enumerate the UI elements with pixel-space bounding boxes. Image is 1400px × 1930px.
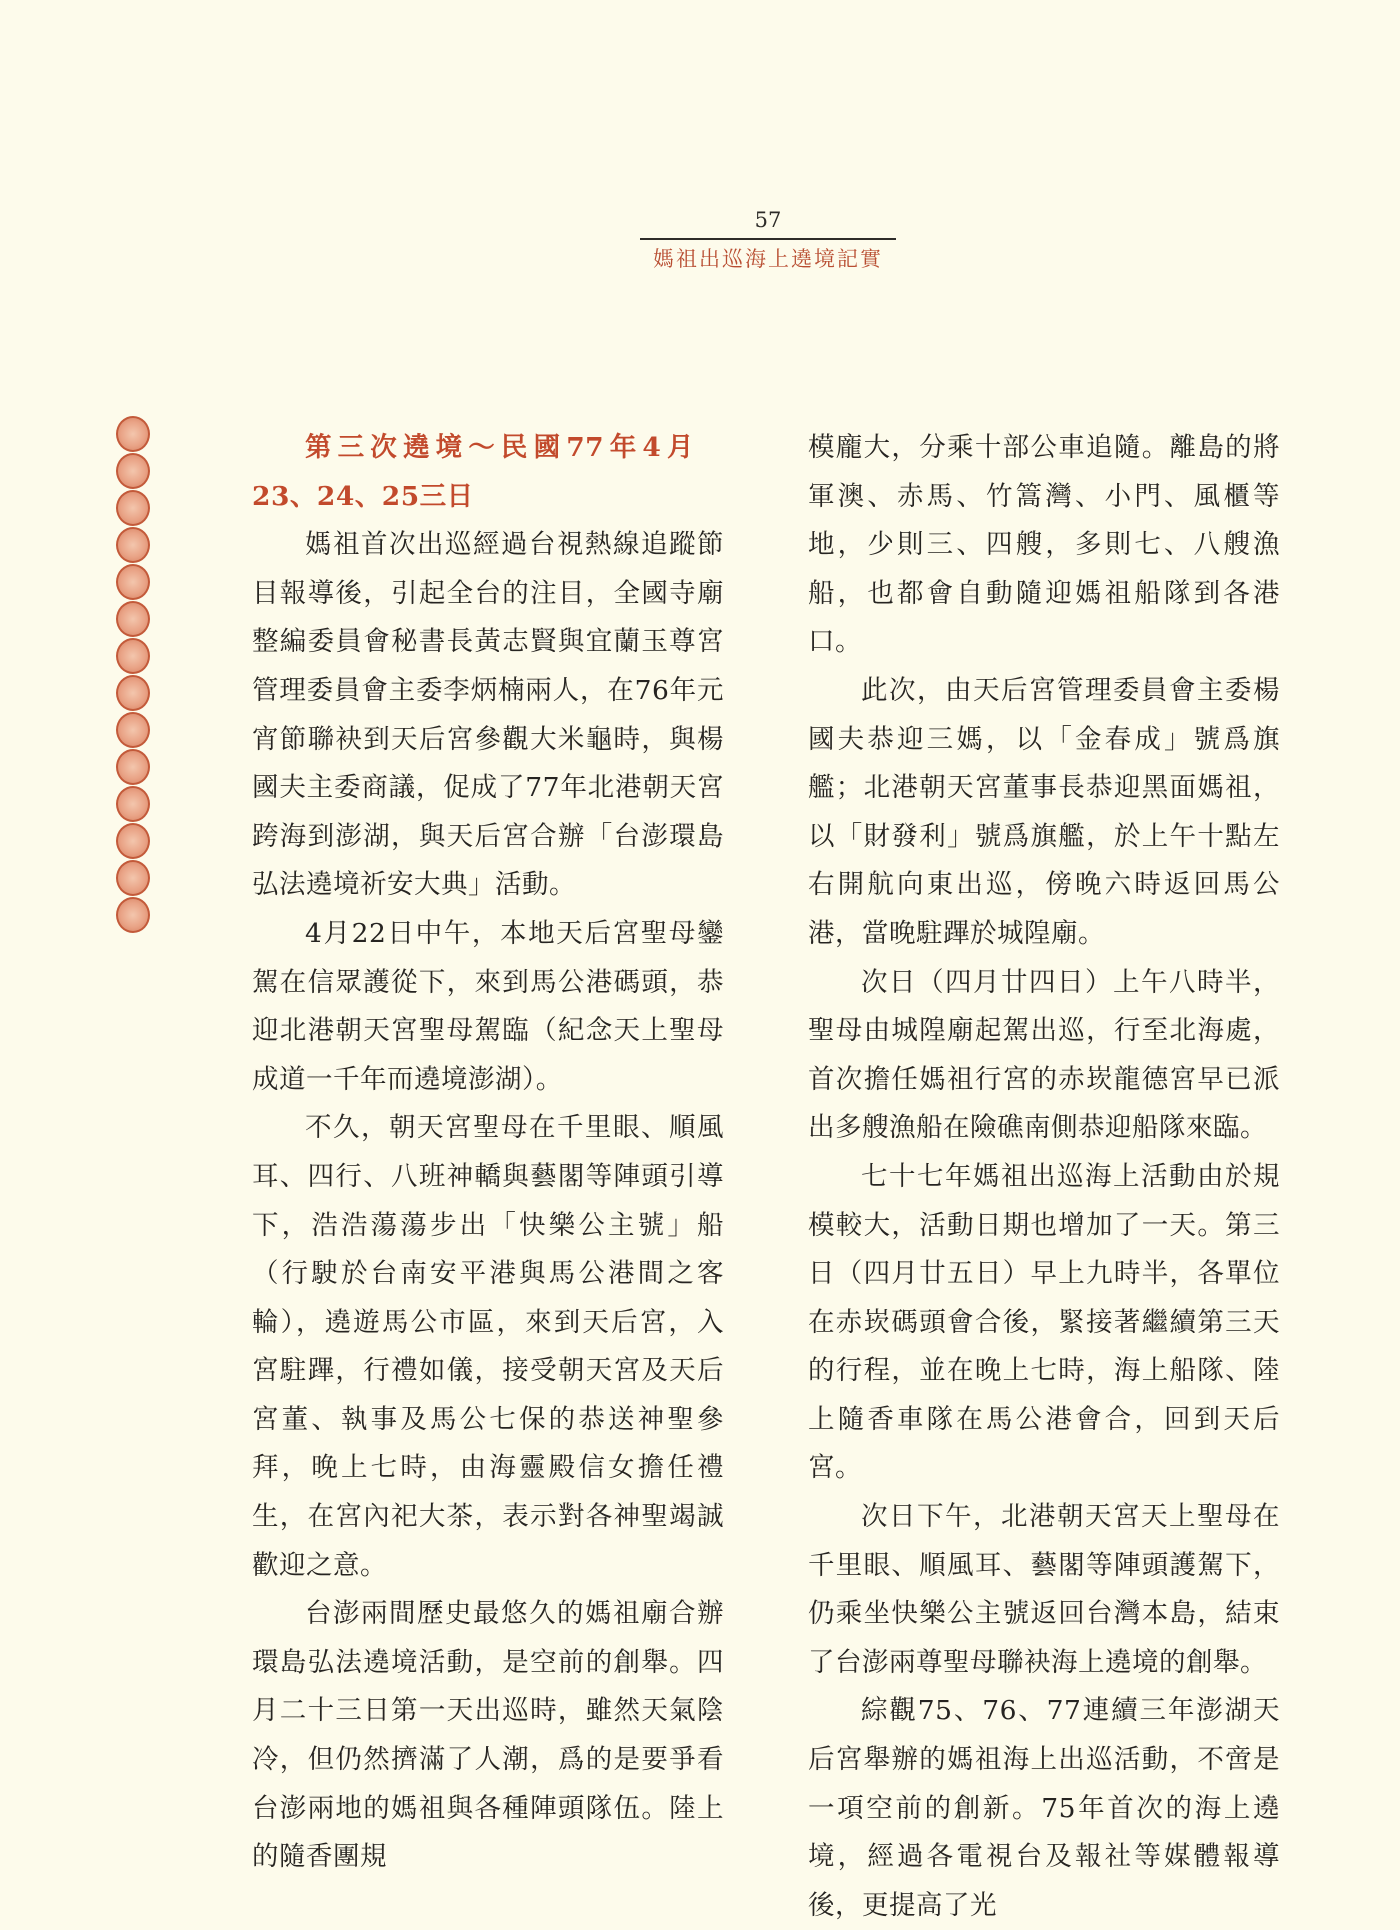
right-column	[808, 424, 1280, 1930]
page-header	[640, 206, 896, 273]
paragraph: 此次，由天后宮管理委員會主委楊國夫恭迎三媽，以「金春成」號爲旗艦；北港朝天宮董事長恭迎黑面媽祖，以「財發利」號爲旗艦，於上午十點左右開航向東出巡，傍晚六時返回馬公港，當晚駐蹕於城隍廟。	[808, 674, 1280, 949]
red-circular-seal-icon	[116, 823, 150, 859]
seal-strip	[116, 416, 154, 933]
red-circular-seal-icon	[116, 527, 150, 563]
paragraph: 綜觀75、76、77連續三年澎湖天后宮舉辦的媽祖海上出巡活動，不啻是一項空前的創新。75年首次的海上遶境，經過各電視台及報社等媒體報導後，更提高了光	[808, 1695, 1280, 1921]
left-column	[252, 424, 724, 1882]
red-circular-seal-icon	[116, 416, 150, 452]
red-circular-seal-icon	[116, 712, 150, 748]
section-heading: 第三次遶境～民國77年4月23、24、25三日	[252, 432, 694, 512]
red-circular-seal-icon	[116, 749, 150, 785]
paragraph: 次日下午，北港朝天宮天上聖母在千里眼、順風耳、藝閣等陣頭護駕下，仍乘坐快樂公主號返回台灣本島，結束了台澎兩尊聖母聯袂海上遶境的創舉。	[808, 1501, 1280, 1678]
paragraph: 台澎兩間歷史最悠久的媽祖廟合辦環島弘法遶境活動，是空前的創舉。四月二十三日第一天出巡時，雖然天氣陰冷，但仍然擠滿了人潮，爲的是要爭看台澎兩地的媽祖與各種陣頭隊伍。陸上的隨香團規	[252, 1598, 724, 1873]
paragraph-continuation: 模龐大，分乘十部公車追隨。離島的將軍澳、赤馬、竹篙灣、小門、風櫃等地，少則三、四艘，多則七、八艘漁船，也都會自動隨迎媽祖船隊到各港口。	[808, 432, 1280, 658]
red-circular-seal-icon	[116, 564, 150, 600]
paragraph: 七十七年媽祖出巡海上活動由於規模較大，活動日期也增加了一天。第三日（四月廿五日）早上九時半，各單位在赤崁碼頭會合後，緊接著繼續第三天的行程，並在晚上七時，海上船隊、陸上隨香車隊在馬公港會合，回到天后宮。	[808, 1160, 1280, 1484]
red-circular-seal-icon	[116, 601, 150, 637]
paragraph: 媽祖首次出巡經過台視熱線追蹤節目報導後，引起全台的注目，全國寺廟整編委員會秘書長黃志賢與宜蘭玉尊宮管理委員會主委李炳楠兩人，在76年元宵節聯袂到天后宮參觀大米龜時，與楊國夫主委商議，促成了77年北港朝天宮跨海到澎湖，與天后宮合辦「台澎環島弘法遶境祈安大典」活動。	[252, 529, 724, 901]
running-title: 媽祖出巡海上遶境記實	[653, 247, 883, 271]
paragraph: 4月22日中午，本地天后宮聖母鑾駕在信眾護從下，來到馬公港碼頭，恭迎北港朝天宮聖母駕臨（紀念天上聖母成道一千年而遶境澎湖）。	[252, 917, 724, 1095]
header-divider	[640, 238, 896, 240]
red-circular-seal-icon	[116, 638, 150, 674]
page-number: 57	[754, 208, 782, 232]
red-circular-seal-icon	[116, 675, 150, 711]
red-circular-seal-icon	[116, 490, 150, 526]
paragraph: 次日（四月廿四日）上午八時半，聖母由城隍廟起駕出巡，行至北海處，首次擔任媽祖行宮的赤崁龍德宮早已派出多艘漁船在險礁南側恭迎船隊來臨。	[808, 966, 1280, 1144]
red-circular-seal-icon	[116, 860, 150, 896]
paragraph: 不久，朝天宮聖母在千里眼、順風耳、四行、八班神轎與藝閣等陣頭引導下，浩浩蕩蕩步出「快樂公主號」船（行駛於台南安平港與馬公港間之客輪），遶遊馬公市區，來到天后宮，入宮駐蹕，行禮如儀，接受朝天宮及天后宮董、執事及馬公七保的恭送神聖參拜，晚上七時，由海靈殿信女擔任禮生，在宮內祀大茶，表示對各神聖竭誠歡迎之意。	[252, 1112, 724, 1581]
red-circular-seal-icon	[116, 453, 150, 489]
red-circular-seal-icon	[116, 897, 150, 933]
red-circular-seal-icon	[116, 786, 150, 822]
